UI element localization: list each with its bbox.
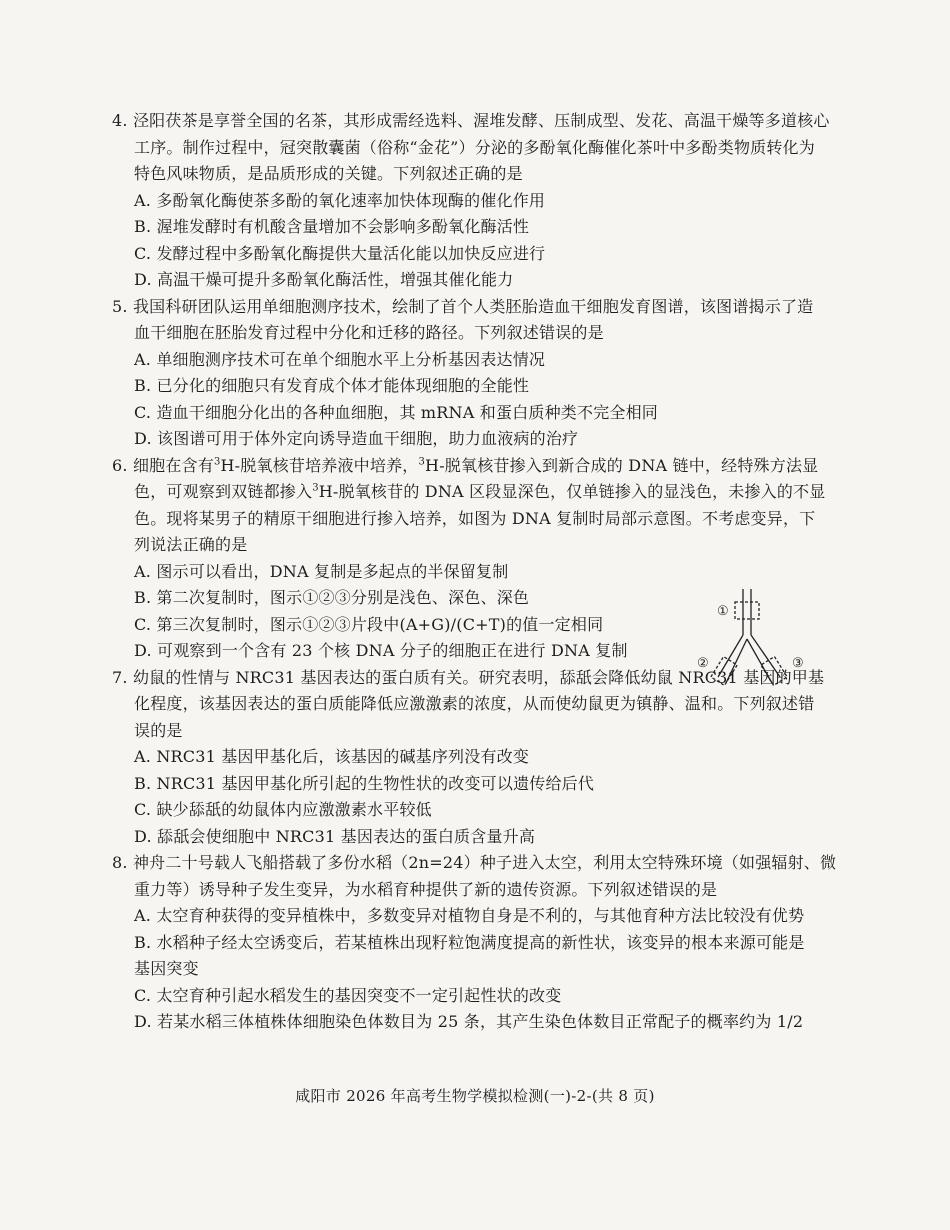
question-7-stem-line: 化程度，该基因表达的蛋白质能降低应激激素的浓度，从而使幼鼠更为镇静、温和。下列叙述错 (134, 694, 815, 713)
isotope-superscript: 3 (312, 482, 319, 494)
question-6-stem-line: 色。现将某男子的精原干细胞进行掺入培养，如图为 DNA 复制时局部示意图。不考虑变异，下 (134, 508, 816, 528)
question-5-stem-line: 5. 我国科研团队运用单细胞测序技术，绘制了首个人类胚胎造血干细胞发育图谱，该图谱揭示了造 (112, 296, 814, 316)
question-7-option-d: D. 舔舐会使细胞中 NRC31 基因表达的蛋白质含量升高 (134, 826, 536, 846)
question-5-option-a: A. 单细胞测序技术可在单个细胞水平上分析基因表达情况 (134, 349, 546, 369)
stem-text: 色，可观察到双链都掺入 (134, 482, 313, 501)
question-6-stem-line: 列说法正确的是 (134, 535, 248, 554)
page-footer: 咸阳市 2026 年高考生物学模拟检测(一)-2-(共 8 页) (295, 1087, 655, 1105)
question-5-option-b: B. 已分化的细胞只有发育成个体才能体现细胞的全能性 (134, 376, 530, 395)
question-4-stem-line: 工序。制作过程中，冠突散囊菌（俗称“金花”）分泌的多酚氧化酶催化茶叶中多酚类物质转化为 (134, 137, 815, 157)
question-7-option-b: B. NRC31 基因甲基化所引起的生物性状的改变可以遗传给后代 (134, 773, 595, 793)
question-7-stem-line: 误的是 (134, 720, 183, 740)
question-5-stem-line: 血干细胞在胚胎发育过程中分化和迁移的路径。下列叙述错误的是 (134, 323, 604, 342)
question-4 (112, 108, 832, 294)
stem-text: H-脱氧核苷培养液中培养， (220, 455, 419, 475)
question-4-stem-line: 4. 泾阳茯茶是享誉全国的名茶，其形成需经选料、渥堆发酵、压制成型、发花、高温干燥等多道核心 (112, 111, 830, 130)
segment-2-box (711, 657, 737, 686)
question-8-option-d: D. 若某水稻三体植株体细胞染色体数目为 25 条，其产生染色体数目正常配子的概率约为 1/2 (134, 1012, 804, 1031)
question-7-option-c: C. 缺少舔舐的幼鼠体内应激激素水平较低 (134, 800, 432, 819)
question-list (112, 108, 837, 1036)
question-6-option-c: C. 第三次复制时，图示①②③片段中(A+G)/(C+T)的值一定相同 (134, 614, 604, 634)
question-5 (112, 294, 832, 453)
question-8-option-a: A. 太空育种获得的变异植株中，多数变异对植物自身是不利的，与其他育种方法比较没有优势 (134, 906, 805, 925)
segment-3-box (761, 657, 787, 686)
question-8-option-b: B. 水稻种子经太空诱变后，若某植株出现籽粒饱满度提高的新性状，该变异的根本来源可能是 (134, 932, 805, 952)
dna-replication-diagram (697, 587, 810, 697)
question-7-stem-line: 7. 幼鼠的性情与 NRC31 基因表达的蛋白质有关。研究表明，舔舐会降低幼鼠 NRC31 基因的甲基 (112, 667, 825, 687)
figure-label-2: ② (697, 656, 709, 671)
isotope-superscript: 3 (213, 456, 221, 468)
isotope-superscript: 3 (418, 456, 426, 468)
question-4-option-d: D. 高温干燥可提升多酚氧化酶活性，增强其催化能力 (134, 270, 514, 289)
stem-text: 6. 细胞在含有 (112, 455, 214, 475)
figure-label-3: ③ (792, 656, 804, 671)
question-6-stem-line (112, 453, 832, 480)
question-4-option-c: C. 发酵过程中多酚氧化酶提供大量活化能以加快反应进行 (134, 243, 546, 263)
question-8-option-c: C. 太空育种引起水稻发生的基因突变不一定引起性状的改变 (134, 985, 562, 1005)
question-8-stem-line: 8. 神舟二十号载人飞船搭载了多份水稻（2n=24）种子进入太空，利用太空特殊环境（如强辐射、微 (112, 853, 837, 872)
question-8-option-b-continued: 基因突变 (134, 959, 199, 978)
stem-text: H-脱氧核苷掺入到新合成的 DNA 链中，经特殊方法显 (425, 455, 819, 475)
question-4-option-a: A. 多酚氧化酶使茶多酚的氧化速率加快体现酶的催化作用 (134, 190, 546, 210)
question-6-option-d: D. 可观察到一个含有 23 个核 DNA 分子的细胞正在进行 DNA 复制 (134, 641, 628, 660)
question-6-option-b: B. 第二次复制时，图示①②③分别是浅色、深色、深色 (134, 588, 530, 607)
question-4-stem-line: 特色风味物质，是品质形成的关键。下列叙述正确的是 (134, 164, 523, 183)
question-8 (112, 850, 837, 1036)
stem-text: H-脱氧核苷的 DNA 区段显深色，仅单链掺入的显浅色，未掺入的不显 (318, 482, 826, 501)
question-6-option-a: A. 图示可以看出，DNA 复制是多起点的半保留复制 (134, 561, 509, 581)
question-6-stem-line (112, 479, 832, 506)
question-5-option-c: C. 造血干细胞分化出的各种血细胞，其 mRNA 和蛋白质种类不完全相同 (134, 402, 658, 422)
question-4-option-b: B. 渥堆发酵时有机酸含量增加不会影响多酚氧化酶活性 (134, 217, 530, 236)
segment-1-box (735, 602, 759, 619)
question-8-stem-line: 重力等）诱导种子发生变异，为水稻育种提供了新的遗传资源。下列叙述错误的是 (134, 879, 718, 899)
question-7-option-a: A. NRC31 基因甲基化后，该基因的碱基序列没有改变 (134, 747, 530, 766)
figure-label-1: ① (717, 604, 729, 619)
question-5-option-d: D. 该图谱可用于体外定向诱导造血干细胞，助力血液病的治疗 (134, 429, 579, 448)
